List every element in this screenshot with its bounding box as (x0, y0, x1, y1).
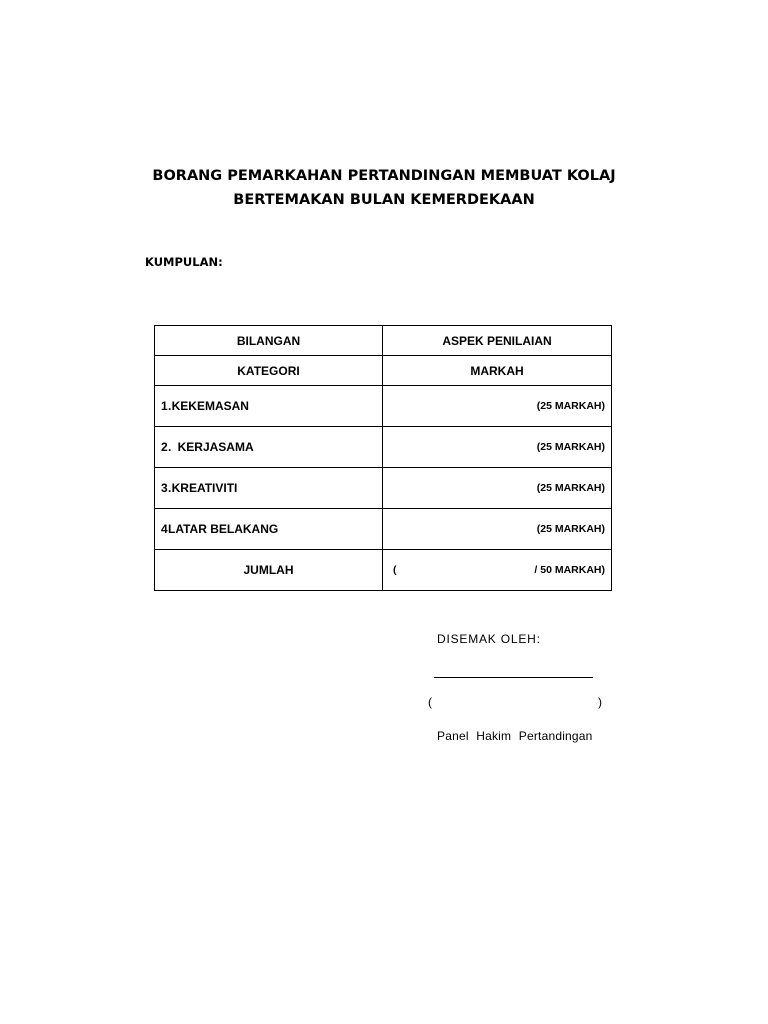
header-bilangan: BILANGAN (155, 326, 383, 356)
name-open-paren: ( (428, 695, 432, 709)
marks-cell: (25 MARKAH) (383, 386, 612, 427)
kumpulan-label: KUMPULAN: (145, 255, 223, 269)
table-subheader-row (155, 356, 612, 386)
scoring-table (154, 325, 612, 591)
category-cell (155, 386, 383, 427)
category-number: 1. (161, 399, 172, 413)
total-marks: / 50 MARKAH) (534, 564, 605, 576)
table-row (155, 509, 612, 550)
table-row (155, 468, 612, 509)
form-title-line-1: BORANG PEMARKAHAN PERTANDINGAN MEMBUAT KOLAJ (152, 168, 616, 184)
category-label: LATAR BELAKANG (167, 522, 279, 536)
category-number: 2. (161, 440, 172, 454)
category-cell (155, 509, 383, 550)
category-number: 4 (161, 522, 168, 536)
table-row (155, 427, 612, 468)
name-close-paren: ) (598, 695, 602, 709)
total-open-paren: ( (393, 564, 397, 576)
category-label: KEKEMASAN (171, 399, 249, 413)
table-row (155, 386, 612, 427)
header-markah: MARKAH (383, 356, 612, 386)
header-aspek-penilaian: ASPEK PENILAIAN (383, 326, 612, 356)
marks-cell: (25 MARKAH) (383, 427, 612, 468)
marks-cell: (25 MARKAH) (383, 468, 612, 509)
category-cell (155, 427, 383, 468)
signature-line (434, 677, 593, 678)
category-number: 3. (161, 481, 172, 495)
marks-cell: (25 MARKAH) (383, 509, 612, 550)
category-cell (155, 468, 383, 509)
total-label: JUMLAH (155, 550, 383, 591)
category-label: KREATIVITI (171, 481, 238, 495)
judge-panel-role: Panel Hakim Pertandingan (437, 729, 593, 743)
category-label: KERJASAMA (177, 440, 254, 454)
checked-by-label: DISEMAK OLEH: (437, 632, 541, 646)
header-kategori: KATEGORI (155, 356, 383, 386)
total-marks-cell (383, 550, 612, 591)
table-header-row (155, 326, 612, 356)
total-row (155, 550, 612, 591)
form-title-line-2: BERTEMAKAN BULAN KEMERDEKAAN (233, 192, 535, 208)
